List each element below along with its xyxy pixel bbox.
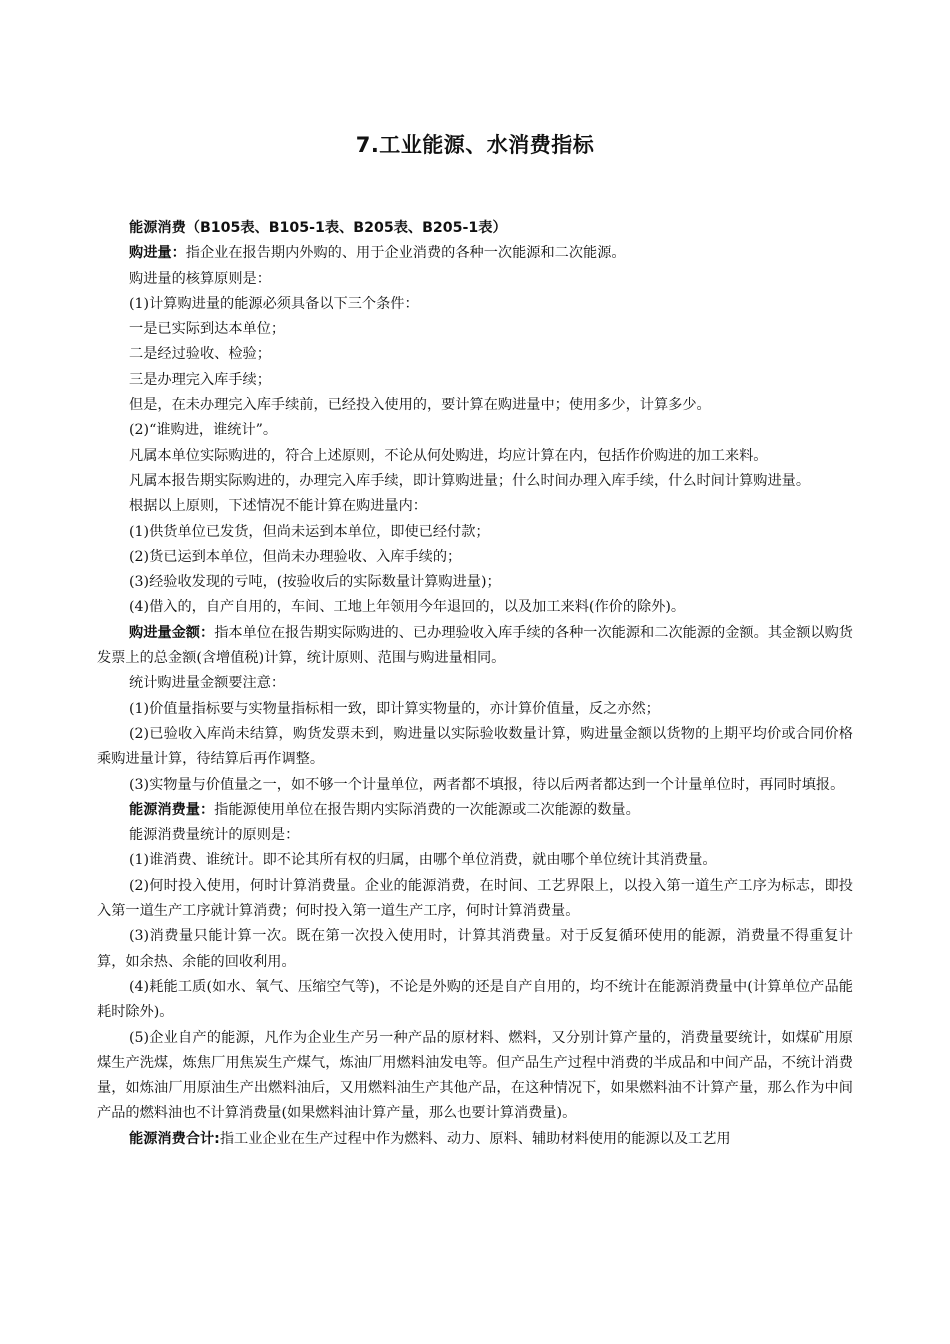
paragraph bbox=[97, 317, 853, 342]
paragraph-text: 指企业在报告期内外购的、用于企业消费的各种一次能源和二次能源。 bbox=[185, 245, 626, 262]
paragraph bbox=[97, 975, 853, 1026]
paragraph-text: 统计购进量金额要注意： bbox=[129, 675, 286, 692]
paragraph-text: 凡属本报告期实际购进的，办理完入库手续，即计算购进量；什么时间办理入库手续，什么时间计算购进量。 bbox=[129, 472, 811, 489]
paragraph-text: 二是经过验收、检验； bbox=[129, 346, 271, 363]
paragraph-text: (4)借入的，自产自用的，车间、工地上年领用今年退回的，以及加工来料(作价的除外)。 bbox=[129, 599, 686, 616]
paragraph bbox=[97, 418, 853, 443]
paragraph bbox=[97, 848, 853, 873]
paragraph bbox=[97, 1026, 853, 1127]
paragraph bbox=[97, 342, 853, 367]
paragraph bbox=[97, 722, 853, 773]
paragraph-text: (1)计算购进量的能源必须具备以下三个条件： bbox=[129, 295, 419, 312]
paragraph bbox=[97, 469, 853, 494]
paragraph-text: (1)供货单位已发货，但尚未运到本单位，即使已经付款； bbox=[129, 523, 490, 540]
paragraph-text: (1)价值量指标要与实物量指标相一致，即计算实物量的，亦计算价值量，反之亦然； bbox=[129, 700, 660, 717]
paragraph-text: (2)“谁购进，谁统计”。 bbox=[129, 422, 278, 439]
paragraph-text: 能源消费量统计的原则是： bbox=[129, 827, 300, 844]
paragraph-text: 根据以上原则，下述情况不能计算在购进量内： bbox=[129, 498, 427, 515]
paragraph bbox=[97, 292, 853, 317]
paragraph-text: (2)已验收入库尚未结算，购货发票未到，购进量以实际验收数量计算，购进量金额以货物的上期平均价或合同价格乘购进量计算，待结算后再作调整。 bbox=[97, 725, 853, 768]
paragraph-text: 购进量的核算原则是： bbox=[129, 270, 271, 287]
term-label: 购进量： bbox=[129, 245, 186, 262]
term-label: 能源消费量： bbox=[129, 801, 215, 818]
paragraph bbox=[97, 697, 853, 722]
term-label: 购进量金额： bbox=[129, 624, 215, 641]
paragraph-text: 但是，在未办理完入库手续前，已经投入使用的，要计算在购进量中；使用多少，计算多少。 bbox=[129, 397, 711, 414]
paragraph bbox=[97, 444, 853, 469]
paragraph-text: (3)消费量只能计算一次。既在第一次投入使用时，计算其消费量。对于反复循环使用的能源，消费量不得重复计算，如余热、余能的回收利用。 bbox=[97, 928, 853, 970]
paragraph-text: 指能源使用单位在报告期内实际消费的一次能源或二次能源的数量。 bbox=[214, 801, 640, 818]
paragraph bbox=[97, 267, 853, 292]
paragraph bbox=[97, 520, 853, 545]
paragraph bbox=[97, 773, 853, 798]
paragraph bbox=[97, 545, 853, 570]
document-body bbox=[97, 216, 853, 1152]
paragraph-text: (2)货已运到本单位，但尚未办理验收、入库手续的； bbox=[129, 548, 462, 565]
paragraph bbox=[97, 1127, 853, 1152]
paragraph-list bbox=[97, 241, 853, 1152]
paragraph-text: (3)实物量与价值量之一，如不够一个计量单位，两者都不填报，待以后两者都达到一个计量单位时，再同时填报。 bbox=[129, 776, 845, 793]
paragraph bbox=[97, 393, 853, 418]
paragraph bbox=[97, 671, 853, 696]
page-title: 7.工业能源、水消费指标 bbox=[355, 133, 595, 157]
section-heading: 能源消费（B105表、B105-1表、B205表、B205-1表） bbox=[129, 220, 507, 236]
paragraph bbox=[97, 494, 853, 519]
paragraph-text: (5)企业自产的能源，凡作为企业生产另一种产品的原材料、燃料，又分别计算产量的，消费量要统计，如煤矿用原煤生产洗煤，炼焦厂用焦炭生产煤气，炼油厂用燃料油发电等。但产品生产过程中消费的半成品和中间产品，不统计消费量，如炼油厂用原油生产出燃料油后，又用燃料油生产其他产品，在这种情况下，如果燃料油不计算产量，那么作为中间产品的燃料油也不计算消费量(如果燃料油计算产量，那么也要计算消费量)。 bbox=[97, 1029, 853, 1122]
paragraph-text: (3)经验收发现的亏吨，(按验收后的实际数量计算购进量)； bbox=[129, 574, 501, 591]
paragraph bbox=[97, 924, 853, 975]
paragraph-text: (4)耗能工质(如水、氧气、压缩空气等)，不论是外购的还是自产自用的，均不统计在能源消费量中(计算单位产品能耗时除外)。 bbox=[97, 978, 853, 1021]
paragraph bbox=[97, 368, 853, 393]
term-label: 能源消费合计: bbox=[129, 1130, 220, 1147]
paragraph-text: (1)谁消费、谁统计。即不论其所有权的归属，由哪个单位消费，就由哪个单位统计其消费量。 bbox=[129, 852, 717, 869]
paragraph bbox=[97, 621, 853, 672]
paragraph-text: (2)何时投入使用，何时计算消费量。企业的能源消费，在时间、工艺界限上，以投入第一道生产工序为标志，即投入第一道生产工序就计算消费；何时投入第一道生产工序，何时计算消费量。 bbox=[97, 877, 853, 920]
paragraph-text: 一是已实际到达本单位； bbox=[129, 321, 286, 338]
paragraph-text: 指工业企业在生产过程中作为燃料、动力、原料、辅助材料使用的能源以及工艺用 bbox=[219, 1130, 731, 1147]
paragraph bbox=[97, 595, 853, 620]
paragraph-text: 凡属本单位实际购进的，符合上述原则，不论从何处购进，均应计算在内，包括作价购进的加工来料。 bbox=[129, 447, 768, 464]
paragraph bbox=[97, 241, 853, 266]
paragraph bbox=[97, 874, 853, 925]
paragraph bbox=[97, 823, 853, 848]
paragraph-text: 三是办理完入库手续； bbox=[129, 371, 271, 388]
paragraph-text: 指本单位在报告期实际购进的、已办理验收入库手续的各种一次能源和二次能源的金额。其金额以购货发票上的总金额(含增值税)计算，统计原则、范围与购进量相同。 bbox=[97, 624, 853, 667]
paragraph bbox=[97, 570, 853, 595]
paragraph bbox=[97, 798, 853, 823]
